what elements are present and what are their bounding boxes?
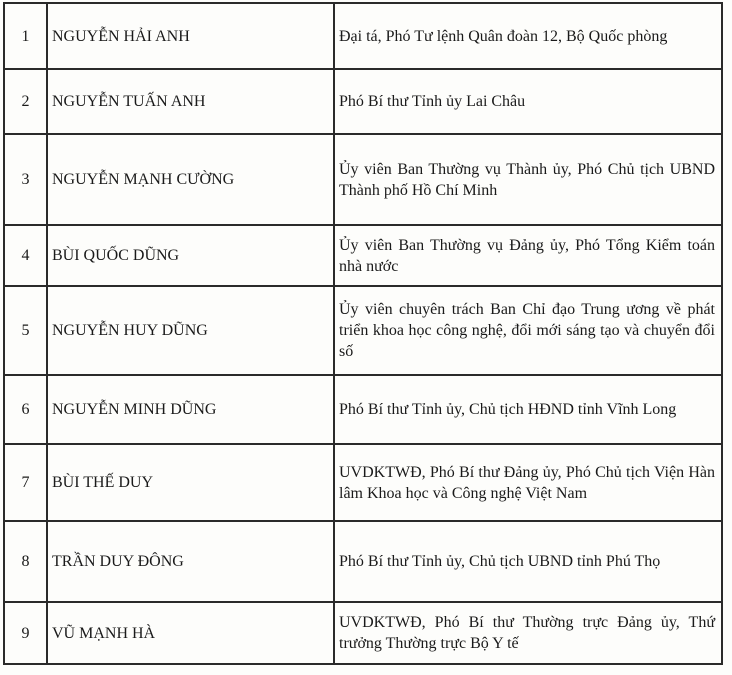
person-name: NGUYỄN TUẤN ANH bbox=[47, 69, 334, 134]
person-position: Ủy viên chuyên trách Ban Chỉ đạo Trung ương về phát triển khoa học công nghệ, đổi mới sáng tạo và chuyển đổi số bbox=[334, 286, 722, 375]
table-row bbox=[4, 225, 722, 286]
table-row bbox=[4, 69, 722, 134]
row-number: 5 bbox=[4, 286, 47, 375]
person-position: Phó Bí thư Tỉnh ủy Lai Châu bbox=[334, 69, 722, 134]
table-row bbox=[4, 602, 722, 664]
person-position: Đại tá, Phó Tư lệnh Quân đoàn 12, Bộ Quốc phòng bbox=[334, 3, 722, 69]
person-name: BÙI QUỐC DŨNG bbox=[47, 225, 334, 286]
person-position: UVDKTWĐ, Phó Bí thư Đảng ủy, Phó Chủ tịch Viện Hàn lâm Khoa học và Công nghệ Việt Nam bbox=[334, 444, 722, 521]
row-number: 8 bbox=[4, 521, 47, 602]
table-row bbox=[4, 444, 722, 521]
person-name: BÙI THẾ DUY bbox=[47, 444, 334, 521]
person-name: NGUYỄN MẠNH CƯỜNG bbox=[47, 134, 334, 225]
person-name: TRẦN DUY ĐÔNG bbox=[47, 521, 334, 602]
person-name: NGUYỄN HẢI ANH bbox=[47, 3, 334, 69]
table-row bbox=[4, 521, 722, 602]
table-row bbox=[4, 375, 722, 444]
row-number: 4 bbox=[4, 225, 47, 286]
row-number: 6 bbox=[4, 375, 47, 444]
row-number: 1 bbox=[4, 3, 47, 69]
person-name: VŨ MẠNH HÀ bbox=[47, 602, 334, 664]
person-position: Ủy viên Ban Thường vụ Đảng ủy, Phó Tổng Kiểm toán nhà nước bbox=[334, 225, 722, 286]
row-number: 2 bbox=[4, 69, 47, 134]
person-position: UVDKTWĐ, Phó Bí thư Thường trực Đảng ủy, Thứ trưởng Thường trực Bộ Y tế bbox=[334, 602, 722, 664]
row-number: 9 bbox=[4, 602, 47, 664]
table-row bbox=[4, 134, 722, 225]
person-position: Phó Bí thư Tỉnh ủy, Chủ tịch HĐND tỉnh Vĩnh Long bbox=[334, 375, 722, 444]
table-row bbox=[4, 286, 722, 375]
person-position: Ủy viên Ban Thường vụ Thành ủy, Phó Chủ tịch UBND Thành phố Hồ Chí Minh bbox=[334, 134, 722, 225]
person-position: Phó Bí thư Tỉnh ủy, Chủ tịch UBND tỉnh Phú Thọ bbox=[334, 521, 722, 602]
person-name: NGUYỄN MINH DŨNG bbox=[47, 375, 334, 444]
personnel-table bbox=[3, 2, 723, 665]
person-name: NGUYỄN HUY DŨNG bbox=[47, 286, 334, 375]
table-row bbox=[4, 3, 722, 69]
row-number: 7 bbox=[4, 444, 47, 521]
row-number: 3 bbox=[4, 134, 47, 225]
table-body bbox=[4, 3, 722, 664]
